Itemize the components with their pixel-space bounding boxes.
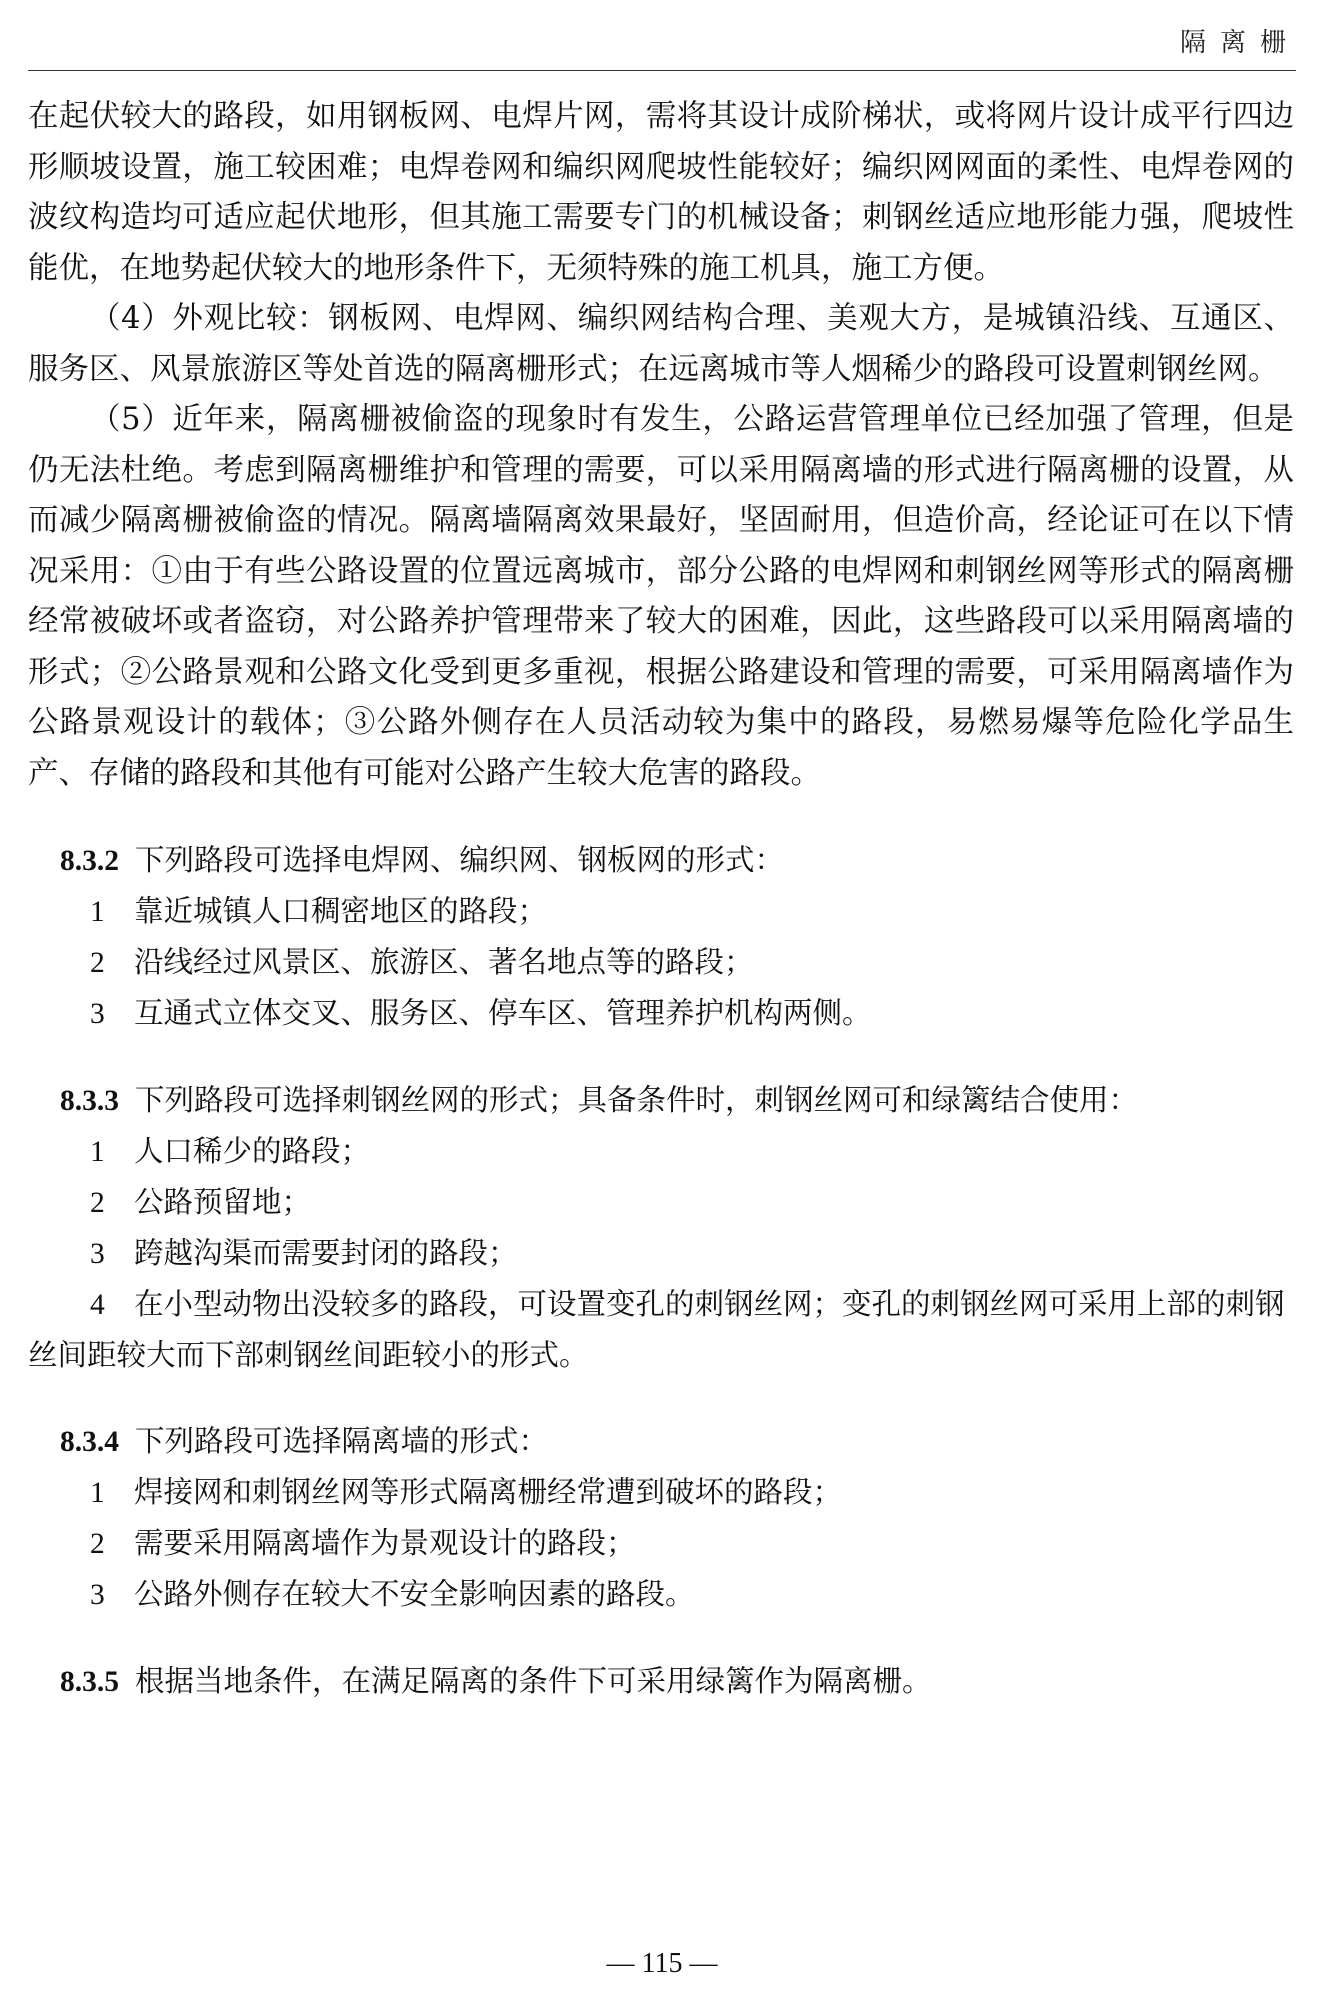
item-text: 需要采用隔离墙作为景观设计的路段；: [134, 1526, 636, 1560]
item-text: 焊接网和刺钢丝网等形式隔离栅经常遭到破坏的路段；: [134, 1475, 843, 1509]
paragraph-continuation: 在起伏较大的路段，如用钢板网、电焊片网，需将其设计成阶梯状，或将网片设计成平行四边形顺坡设置，施工较困难；电焊卷网和编织网爬坡性能较好；编织网网面的柔性、电焊卷网的波纹构造均可适应起伏地形，但其施工需要专门的机械设备；刺钢丝适应地形能力强，爬坡性能优，在地势起伏较大的地形条件下，无须特殊的施工机具，施工方便。: [28, 99, 1294, 286]
section-heading: [28, 1075, 1294, 1126]
section-heading: [28, 1416, 1294, 1467]
item-text: 靠近城镇人口稠密地区的路段；: [134, 894, 548, 928]
section-heading: [28, 835, 1294, 886]
item-text: 沿线经过风景区、旅游区、著名地点等的路段；: [134, 945, 754, 979]
section-text: 下列路段可选择刺钢丝网的形式；具备条件时，刺钢丝网可和绿篱结合使用：: [135, 1083, 1139, 1117]
item-number: 2: [90, 947, 105, 979]
paragraph-recent-years: （5）近年来，隔离栅被偷盗的现象时有发生，公路运营管理单位已经加强了管理，但是仍无法杜绝。考虑到隔离栅维护和管理的需要，可以采用隔离墙的形式进行隔离栅的设置，从而减少隔离栅被偷盗的情况。隔离墙隔离效果最好，坚固耐用，但造价高，经论证可在以下情况采用：①由于有些公路设置的位置远离城市，部分公路的电焊网和刺钢丝网等形式的隔离栅经常被破坏或者盗窃，对公路养护管理带来了较大的困难，因此，这些路段可以采用隔离墙的形式；②公路景观和公路文化受到更多重视，根据公路建设和管理的需要，可采用隔离墙作为公路景观设计的载体；③公路外侧存在人员活动较为集中的路段，易燃易爆等危险化学品生产、存储的路段和其他有可能对公路产生较大危害的路段。: [28, 402, 1294, 791]
item-number: 3: [90, 1238, 105, 1270]
item-text: 公路外侧存在较大不安全影响因素的路段。: [134, 1577, 695, 1611]
list-item: [28, 886, 1294, 937]
item-text: 人口稀少的路段；: [134, 1134, 371, 1168]
item-number: 2: [90, 1187, 105, 1219]
list-item: [28, 1279, 1294, 1380]
item-number: 1: [90, 1477, 105, 1509]
section-text: 根据当地条件，在满足隔离的条件下可采用绿篱作为隔离栅。: [135, 1664, 932, 1698]
section-8-3-2: [28, 835, 1294, 1039]
list-item: [28, 1569, 1294, 1620]
section-8-3-3: [28, 1075, 1294, 1380]
running-header: 隔离栅: [1179, 28, 1300, 58]
list-item: [28, 937, 1294, 988]
item-text: 在小型动物出没较多的路段，可设置变孔的刺钢丝网；变孔的刺钢丝网可采用上部的刺钢丝间距较大而下部刺钢丝间距较小的形式。: [28, 1287, 1285, 1372]
item-text: 互通式立体交叉、服务区、停车区、管理养护机构两侧。: [134, 996, 872, 1030]
item-number: 3: [90, 998, 105, 1030]
section-8-3-4: [28, 1416, 1294, 1620]
section-number: 8.3.5: [60, 1666, 119, 1698]
section-number: 8.3.4: [60, 1426, 119, 1458]
list-item: [28, 1518, 1294, 1569]
section-8-3-5: [28, 1656, 1294, 1707]
item-text: 公路预留地；: [134, 1185, 312, 1219]
section-number: 8.3.2: [60, 845, 119, 877]
list-item: [28, 1228, 1294, 1279]
list-item: [28, 988, 1294, 1039]
list-item: [28, 1126, 1294, 1177]
section-text: 下列路段可选择电焊网、编织网、钢板网的形式：: [135, 843, 785, 877]
page-body: [28, 92, 1294, 1707]
section-heading: [28, 1656, 1294, 1707]
paragraph-appearance-comparison: （4）外观比较：钢板网、电焊网、编织网结构合理、美观大方，是城镇沿线、互通区、服务区、风景旅游区等处首选的隔离栅形式；在远离城市等人烟稀少的路段可设置刺钢丝网。: [28, 301, 1294, 387]
item-number: 3: [90, 1579, 105, 1611]
list-item: [28, 1177, 1294, 1228]
item-number: 2: [90, 1528, 105, 1560]
item-text: 跨越沟渠而需要封闭的路段；: [134, 1236, 518, 1270]
item-number: 4: [90, 1289, 105, 1321]
section-text: 下列路段可选择隔离墙的形式：: [135, 1424, 549, 1458]
section-number: 8.3.3: [60, 1085, 119, 1117]
list-item: [28, 1467, 1294, 1518]
page-number: — 115 —: [606, 1948, 718, 1979]
header-rule: [28, 70, 1296, 71]
item-number: 1: [90, 1136, 105, 1168]
item-number: 1: [90, 896, 105, 928]
